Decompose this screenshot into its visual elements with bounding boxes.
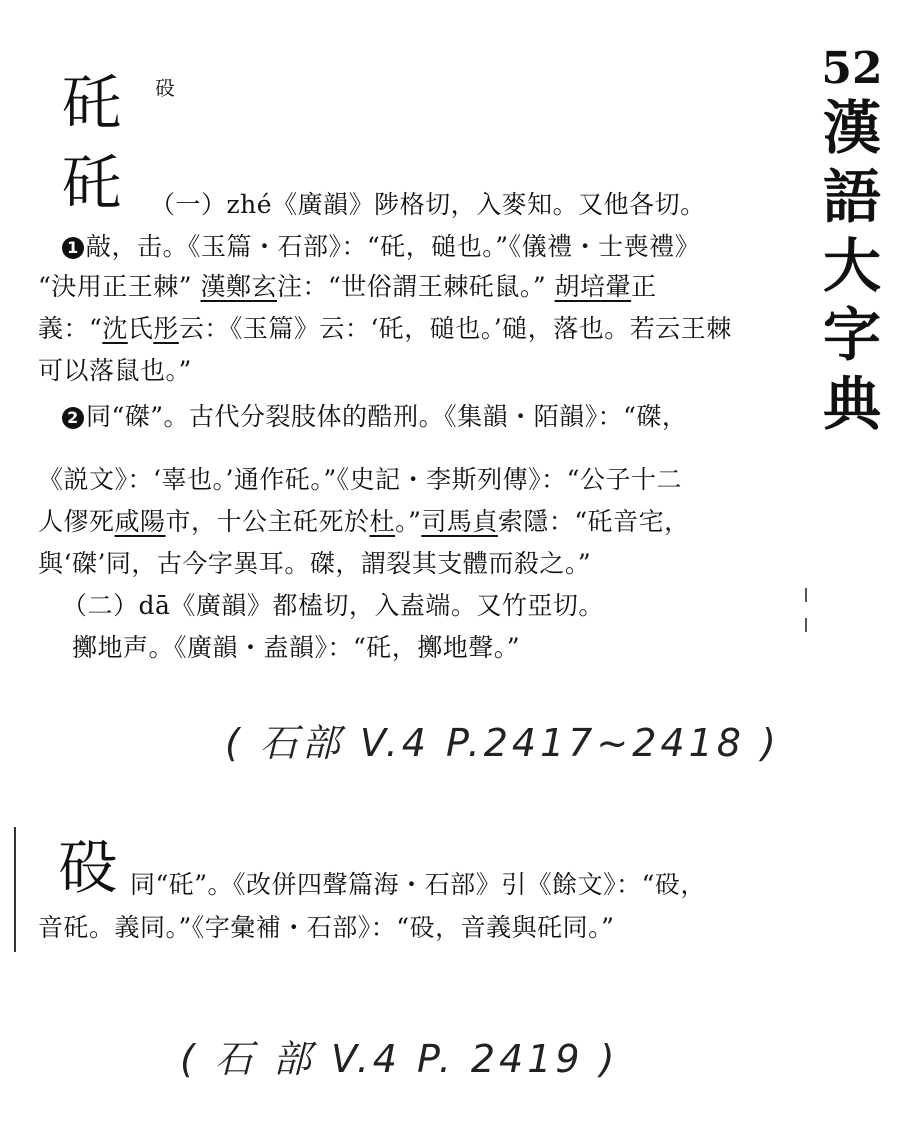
quote-text: 索隱：“矺音宅， <box>497 507 690 536</box>
person-name: 彤 <box>153 314 179 343</box>
entry1-line-11: 擲地声。《廣韻・盍韻》：“矺，擲地聲。” <box>72 633 521 662</box>
scan-mark <box>805 618 807 632</box>
entry1-variant-char: 砓 <box>155 76 175 100</box>
person-name: 沈 <box>102 314 128 343</box>
entry1-line-4 <box>38 314 732 344</box>
entry1-line-7: 《説文》：‘辜也。’通作矺。”《史記・李斯列傳》：“公子十二 <box>38 465 682 494</box>
entry1-line-2 <box>62 232 700 262</box>
entry1-line-3 <box>38 272 657 302</box>
entry1-line-8 <box>38 507 690 537</box>
sense-number-badge: 2 <box>62 407 84 429</box>
quote-text: 人僇死 <box>38 507 115 536</box>
quote-text: “決用正王棘” <box>38 272 193 301</box>
quote-text: 云：《玉篇》云：‘矺，磓也。’磓，落也。若云王棘 <box>178 314 732 343</box>
entry2-head-char: 砓 <box>58 833 118 903</box>
title-char: 漢 <box>822 94 881 162</box>
entry2-line-1: 同“矺”。《改併四聲篇海・石部》引《餘文》：“砓， <box>130 870 706 899</box>
entry1-line-6 <box>62 402 687 432</box>
quote-text: 注：“世俗謂王棘矺鼠。” <box>277 272 547 301</box>
handwritten-reference-note: ( 石部 V.4 P.2417~2418 ) <box>225 721 780 765</box>
dictionary-title <box>812 44 892 439</box>
title-char: 大 <box>822 232 881 300</box>
margin-rule <box>14 827 16 952</box>
entry1-head-char: 矺 <box>62 149 122 219</box>
entry1-head-top: 矺 <box>62 69 122 139</box>
person-name: 漢鄭玄 <box>200 272 278 301</box>
quote-text: 。” <box>395 507 422 536</box>
entry1-line-6-text: 同“磔”。古代分裂肢体的酷刑。《集韻・陌韻》：“磔， <box>86 402 688 431</box>
place-name: 杜 <box>369 507 396 536</box>
place-name: 咸陽 <box>114 507 166 536</box>
entry1-line-9: 與‘磔’同，古今字異耳。磔，謂裂其支體而殺之。” <box>38 549 592 578</box>
entry1-line-10: （二）dā《廣韻》都榼切，入盍端。又竹亞切。 <box>62 591 604 620</box>
entry1-line-1: （一）zhé《廣韻》陟格切，入麥知。又他各切。 <box>150 190 706 219</box>
entry2-line-2: 音矺。義同。”《字彙補・石部》：“砓，音義與矺同。” <box>38 913 615 942</box>
entry1-line-5: 可以落鼠也。” <box>38 356 192 385</box>
scan-mark <box>805 588 807 602</box>
quote-text: 正 <box>631 272 657 301</box>
quote-text: 氏 <box>127 314 154 343</box>
title-char: 典 <box>822 370 881 438</box>
sense-number-badge: 1 <box>62 237 84 259</box>
quote-text: 市，十公主矺死於 <box>165 507 370 536</box>
title-char: 語 <box>822 163 881 231</box>
title-number: 52 <box>821 43 883 94</box>
title-char: 字 <box>822 301 881 369</box>
entry1-line-2-text: 敲，击。《玉篇・石部》：“矺，磓也。”《儀禮・士喪禮》 <box>86 232 701 261</box>
person-name: 胡培翬 <box>554 272 632 301</box>
person-name: 司馬貞 <box>421 507 498 536</box>
quote-text: 義：“ <box>38 314 103 343</box>
handwritten-reference-note: ( 石 部 V.4 P. 2419 ) <box>180 1037 619 1081</box>
